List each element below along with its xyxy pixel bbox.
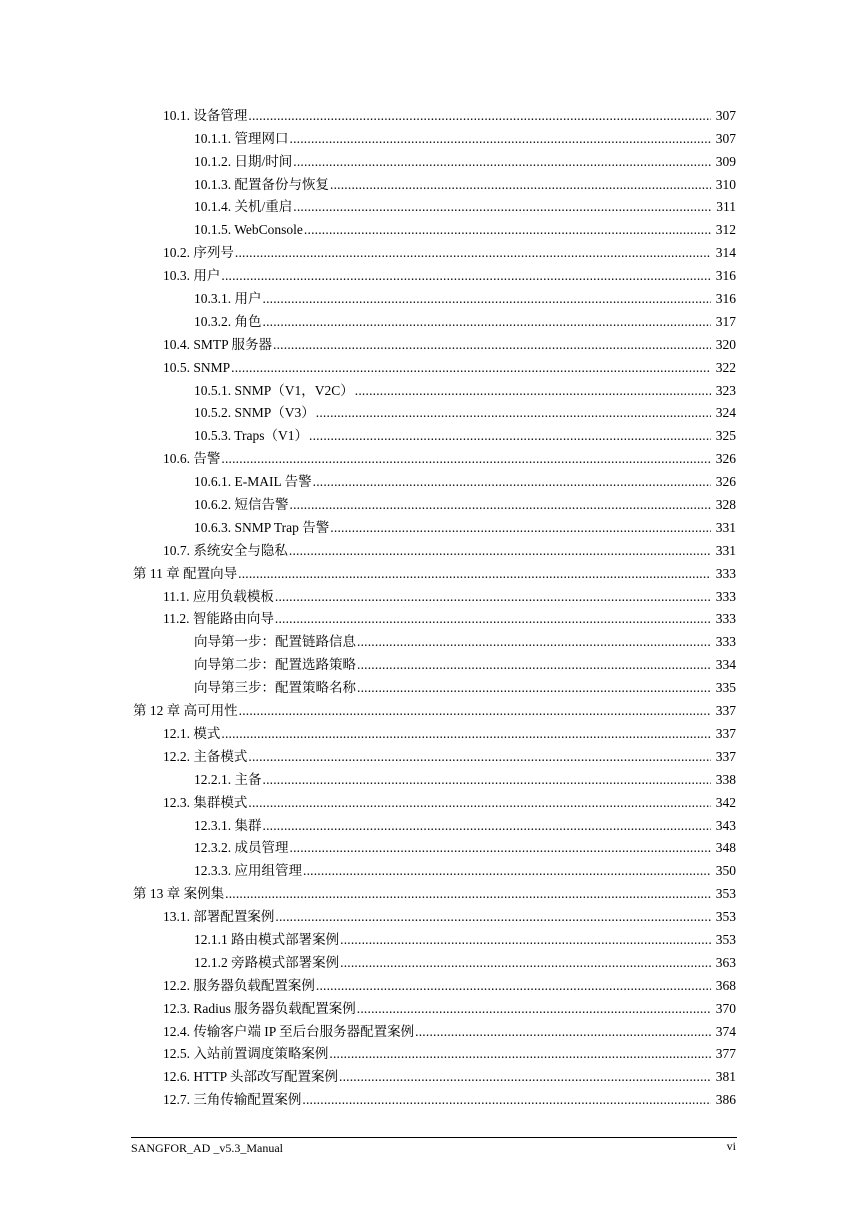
toc-entry[interactable]	[0, 309, 868, 332]
toc-entry[interactable]	[0, 126, 868, 149]
toc-entry-page-number: 337	[715, 748, 736, 764]
toc-dot-leader	[239, 703, 711, 719]
toc-entry-title: 第 11 章 配置向导	[133, 565, 238, 581]
toc-entry-title: 10.6.1. E-MAIL 告警	[194, 474, 312, 490]
toc-dot-leader	[415, 1024, 711, 1040]
toc-entry[interactable]	[0, 629, 868, 652]
toc-entry-page-number: 335	[715, 680, 736, 696]
toc-dot-leader	[225, 886, 711, 902]
toc-entry-page-number: 368	[715, 977, 736, 993]
toc-entry-title: 10.1.4. 关机/重启	[194, 199, 293, 215]
toc-dot-leader	[290, 840, 712, 856]
toc-entry[interactable]	[0, 1087, 868, 1110]
toc-dot-leader	[248, 749, 711, 765]
toc-entry[interactable]	[0, 950, 868, 973]
toc-dot-leader	[235, 245, 711, 261]
toc-entry[interactable]	[0, 446, 868, 469]
toc-entry-page-number: 333	[715, 588, 736, 604]
toc-entry-title: 第 12 章 高可用性	[133, 703, 238, 719]
toc-entry-page-number: 307	[715, 130, 736, 146]
toc-dot-leader	[263, 818, 712, 834]
toc-entry[interactable]	[0, 1042, 868, 1065]
toc-dot-leader	[357, 680, 711, 696]
toc-entry-page-number: 324	[715, 405, 736, 421]
toc-entry[interactable]	[0, 172, 868, 195]
toc-entry-page-number: 312	[715, 222, 736, 238]
toc-dot-leader	[248, 795, 711, 811]
toc-dot-leader	[357, 634, 711, 650]
toc-entry-title: 10.6.2. 短信告警	[194, 497, 289, 513]
toc-dot-leader	[231, 360, 711, 376]
toc-entry[interactable]	[0, 607, 868, 630]
toc-entry[interactable]	[0, 1064, 868, 1087]
toc-entry-page-number: 334	[715, 657, 736, 673]
toc-entry-page-number: 326	[715, 451, 736, 467]
toc-dot-leader	[293, 154, 711, 170]
toc-entry-title: 12.7. 三角传输配置案例	[163, 1092, 302, 1108]
toc-entry-page-number: 342	[715, 794, 736, 810]
toc-entry-page-number: 338	[715, 771, 736, 787]
toc-entry-title: 10.1.5. WebConsole	[194, 222, 303, 238]
toc-entry-page-number: 353	[715, 909, 736, 925]
toc-entry-page-number: 374	[715, 1023, 736, 1039]
toc-dot-leader	[248, 108, 711, 124]
toc-entry[interactable]	[0, 790, 868, 813]
toc-dot-leader	[355, 383, 711, 399]
toc-dot-leader	[238, 566, 711, 582]
toc-dot-leader	[313, 474, 711, 490]
toc-entry-page-number: 320	[715, 336, 736, 352]
toc-entry-title: 10.5.2. SNMP（V3）	[194, 405, 315, 421]
toc-entry-title: 向导第二步：配置选路策略	[194, 657, 356, 673]
toc-dot-leader	[263, 772, 712, 788]
toc-entry-page-number: 348	[715, 840, 736, 856]
toc-entry-page-number: 337	[715, 725, 736, 741]
toc-entry-title: 11.2. 智能路由向导	[163, 611, 274, 627]
toc-entry[interactable]	[0, 103, 868, 126]
toc-entry-page-number: 353	[715, 931, 736, 947]
toc-entry[interactable]	[0, 332, 868, 355]
toc-entry-title: 10.1.2. 日期/时间	[194, 153, 293, 169]
toc-entry-page-number: 350	[715, 863, 736, 879]
toc-entry-title: 10.1.1. 管理网口	[194, 130, 289, 146]
footer-divider	[131, 1137, 737, 1138]
toc-entry-page-number: 343	[715, 817, 736, 833]
toc-entry-page-number: 353	[715, 886, 736, 902]
toc-entry[interactable]	[0, 675, 868, 698]
toc-entry-title: 12.2. 主备模式	[163, 748, 248, 764]
toc-dot-leader	[304, 222, 711, 238]
toc-entry-title: 10.5.1. SNMP（V1，V2C）	[194, 382, 354, 398]
toc-entry[interactable]	[0, 378, 868, 401]
toc-entry-page-number: 314	[715, 245, 736, 261]
toc-entry[interactable]	[0, 1019, 868, 1042]
toc-entry-page-number: 333	[715, 634, 736, 650]
toc-entry-title: 12.1.2 旁路模式部署案例	[194, 954, 340, 970]
toc-entry[interactable]	[0, 881, 868, 904]
toc-entry-title: 向导第三步：配置策略名称	[194, 680, 356, 696]
table-of-contents	[0, 103, 868, 1110]
toc-dot-leader	[263, 314, 712, 330]
toc-dot-leader	[275, 909, 711, 925]
toc-entry[interactable]	[0, 355, 868, 378]
toc-entry-page-number: 307	[715, 107, 736, 123]
toc-dot-leader	[221, 726, 711, 742]
toc-dot-leader	[273, 337, 711, 353]
toc-entry-title: 12.3.3. 应用组管理	[194, 863, 302, 879]
toc-entry-title: 第 13 章 案例集	[133, 886, 225, 902]
toc-entry[interactable]	[0, 149, 868, 172]
toc-entry[interactable]	[0, 217, 868, 240]
toc-entry[interactable]	[0, 286, 868, 309]
toc-entry-page-number: 331	[715, 542, 736, 558]
toc-entry-title: 向导第一步：配置链路信息	[194, 634, 356, 650]
toc-entry[interactable]	[0, 698, 868, 721]
toc-dot-leader	[329, 1046, 711, 1062]
toc-entry[interactable]	[0, 858, 868, 881]
toc-entry-title: 12.1.1 路由模式部署案例	[194, 931, 340, 947]
toc-entry[interactable]	[0, 423, 868, 446]
toc-entry[interactable]	[0, 561, 868, 584]
toc-entry-title: 12.5. 入站前置调度策略案例	[163, 1046, 329, 1062]
toc-entry[interactable]	[0, 813, 868, 836]
toc-entry-page-number: 310	[715, 176, 736, 192]
toc-dot-leader	[316, 978, 711, 994]
toc-entry[interactable]	[0, 195, 868, 218]
toc-dot-leader	[290, 131, 712, 147]
toc-entry-page-number: 316	[715, 268, 736, 284]
toc-dot-leader	[330, 520, 711, 536]
toc-entry-page-number: 363	[715, 954, 736, 970]
toc-entry[interactable]	[0, 927, 868, 950]
toc-entry-title: 10.5. SNMP	[163, 359, 231, 375]
toc-entry-title: 10.3.1. 用户	[194, 291, 262, 307]
toc-entry-title: 10.7. 系统安全与隐私	[163, 542, 288, 558]
toc-dot-leader	[340, 932, 711, 948]
toc-entry-title: 10.6.3. SNMP Trap 告警	[194, 519, 330, 535]
toc-entry[interactable]	[0, 515, 868, 538]
toc-entry[interactable]	[0, 767, 868, 790]
toc-dot-leader	[316, 405, 711, 421]
toc-entry-title: 13.1. 部署配置案例	[163, 909, 275, 925]
toc-entry-title: 11.1. 应用负载模板	[163, 588, 274, 604]
toc-entry-title: 12.3.2. 成员管理	[194, 840, 289, 856]
toc-dot-leader	[221, 268, 711, 284]
toc-entry[interactable]	[0, 401, 868, 424]
toc-entry[interactable]	[0, 836, 868, 859]
toc-entry-page-number: 311	[716, 199, 736, 215]
toc-entry-title: 12.1. 模式	[163, 725, 221, 741]
toc-entry-title: 10.1. 设备管理	[163, 107, 248, 123]
toc-entry-title: 10.1.3. 配置备份与恢复	[194, 176, 329, 192]
toc-entry[interactable]	[0, 652, 868, 675]
toc-entry-page-number: 331	[715, 519, 736, 535]
toc-dot-leader	[221, 451, 711, 467]
toc-dot-leader	[290, 497, 712, 513]
toc-entry[interactable]	[0, 721, 868, 744]
toc-entry[interactable]	[0, 584, 868, 607]
toc-entry-page-number: 325	[715, 428, 736, 444]
toc-entry-page-number: 337	[715, 703, 736, 719]
footer-page-number: vi	[726, 1139, 736, 1153]
toc-dot-leader	[303, 863, 711, 879]
toc-entry-page-number: 333	[715, 611, 736, 627]
toc-entry[interactable]	[0, 469, 868, 492]
toc-entry-page-number: 377	[715, 1046, 736, 1062]
toc-entry-page-number: 328	[715, 497, 736, 513]
toc-entry-page-number: 326	[715, 474, 736, 490]
toc-entry-title: 12.6. HTTP 头部改写配置案例	[163, 1069, 338, 1085]
toc-dot-leader	[302, 1092, 711, 1108]
toc-entry[interactable]	[0, 904, 868, 927]
toc-entry-title: 10.5.3. Traps（V1）	[194, 428, 309, 444]
toc-dot-leader	[293, 199, 711, 215]
toc-entry-page-number: 333	[715, 565, 736, 581]
toc-entry-title: 12.2.1. 主备	[194, 771, 262, 787]
toc-entry[interactable]	[0, 240, 868, 263]
footer-document-name: SANGFOR_AD _v5.3_Manual	[131, 1141, 284, 1155]
toc-entry-page-number: 381	[715, 1069, 736, 1085]
toc-entry-title: 12.3.1. 集群	[194, 817, 262, 833]
toc-dot-leader	[330, 177, 711, 193]
toc-dot-leader	[275, 611, 711, 627]
toc-entry-title: 10.6. 告警	[163, 451, 221, 467]
toc-entry[interactable]	[0, 492, 868, 515]
toc-dot-leader	[340, 955, 711, 971]
toc-entry-title: 12.3. Radius 服务器负载配置案例	[163, 1000, 356, 1016]
toc-entry-title: 12.2. 服务器负载配置案例	[163, 977, 315, 993]
toc-entry-page-number: 386	[715, 1092, 736, 1108]
toc-dot-leader	[357, 657, 711, 673]
toc-entry[interactable]	[0, 263, 868, 286]
toc-dot-leader	[339, 1069, 711, 1085]
toc-entry-page-number: 370	[715, 1000, 736, 1016]
toc-entry-page-number: 316	[715, 291, 736, 307]
toc-entry-title: 10.3. 用户	[163, 268, 221, 284]
toc-entry[interactable]	[0, 538, 868, 561]
toc-entry-title: 10.2. 序列号	[163, 245, 234, 261]
toc-entry-title: 10.4. SMTP 服务器	[163, 336, 273, 352]
toc-dot-leader	[289, 543, 711, 559]
toc-dot-leader	[309, 428, 711, 444]
toc-entry-title: 10.3.2. 角色	[194, 313, 262, 329]
toc-entry-page-number: 317	[715, 313, 736, 329]
toc-entry-page-number: 309	[715, 153, 736, 169]
toc-dot-leader	[263, 291, 712, 307]
toc-entry[interactable]	[0, 996, 868, 1019]
toc-entry-page-number: 323	[715, 382, 736, 398]
toc-entry-title: 12.3. 集群模式	[163, 794, 248, 810]
toc-entry[interactable]	[0, 973, 868, 996]
toc-entry-title: 12.4. 传输客户端 IP 至后台服务器配置案例	[163, 1023, 415, 1039]
toc-entry-page-number: 322	[715, 359, 736, 375]
toc-dot-leader	[357, 1001, 711, 1017]
toc-dot-leader	[275, 589, 711, 605]
toc-entry[interactable]	[0, 744, 868, 767]
